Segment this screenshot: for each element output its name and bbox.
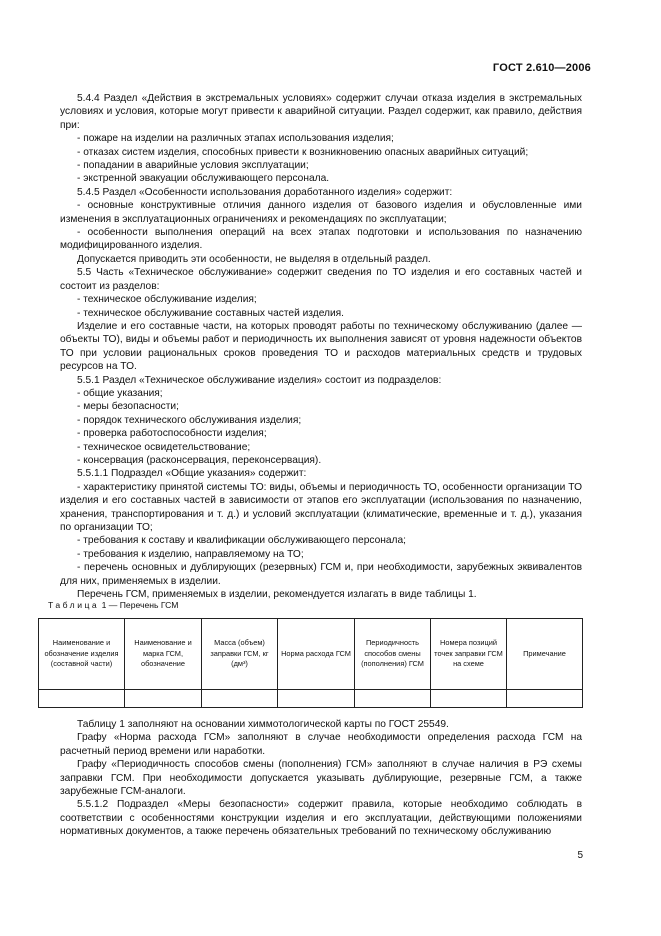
list-item: - особенности выполнения операций на всех этапах подготовки и использования по назначению модифицированного изделия.	[60, 227, 582, 252]
list-item: - техническое освидетельствование;	[77, 441, 251, 453]
paragraph: Графу «Норма расхода ГСМ» заполняют в случае необходимости определения расхода ГСМ на расчетный период времени или наработки.	[60, 732, 582, 757]
list-item: - техническое обслуживание изделия;	[77, 294, 257, 306]
list-item: - попадании в аварийные условия эксплуатации;	[77, 160, 309, 172]
list-item: - пожаре на изделии на различных этапах использования изделия;	[77, 133, 394, 145]
table-header-cell: Периодичность способов смены (пополнения) ГСМ	[355, 619, 431, 690]
gsm-table	[38, 618, 583, 708]
list-item: - техническое обслуживание составных частей изделия.	[77, 307, 345, 319]
page-number: 5	[577, 850, 583, 861]
table-cell	[39, 690, 125, 708]
table-header-cell: Номера позиций точек заправки ГСМ на схеме	[431, 619, 507, 690]
paragraph: Допускается приводить эти особенности, не выделяя в отдельный раздел.	[77, 253, 431, 265]
list-item: - отказах систем изделия, способных привести к возникновению опасных аварийных ситуаций;	[77, 146, 529, 158]
table-header-cell: Примечание	[507, 619, 583, 690]
list-item: - экстренной эвакуации обслуживающего персонала.	[77, 173, 330, 185]
list-item: - требования к составу и квалификации обслуживающего персонала;	[77, 535, 406, 547]
post-table-text-block	[60, 718, 582, 839]
paragraph: 5.5.1.1 Подраздел «Общие указания» содержит:	[77, 468, 307, 480]
table-header-row	[39, 619, 583, 690]
table-header-cell: Норма расхода ГСМ	[278, 619, 355, 690]
table-caption-rest: 1 — Перечень ГСМ	[101, 600, 179, 610]
list-item: - меры безопасности;	[77, 401, 179, 413]
table-cell	[507, 690, 583, 708]
table-cell	[431, 690, 507, 708]
paragraph: Перечень ГСМ, применяемых в изделии, рекомендуется излагать в виде таблицы 1.	[77, 589, 477, 601]
table-cell	[278, 690, 355, 708]
paragraph: Графу «Периодичность способов смены (пополнения) ГСМ» заполняют в случае наличия в РЭ схемы заправки ГСМ. При необходимости допускается указывать дублирующие, резервные ГСМ, а также зарубежные ГСМ-аналоги.	[60, 759, 582, 798]
list-item: - порядок технического обслуживания изделия;	[77, 414, 302, 426]
paragraph: 5.5 Часть «Техническое обслуживание» содержит сведения по ТО изделия и его составных частей и состоит из разделов:	[60, 267, 582, 292]
table-cell	[125, 690, 202, 708]
table-cell	[355, 690, 431, 708]
paragraph: 5.5.1.2 Подраздел «Меры безопасности» содержит правила, которые необходимо соблюдать в соответствии с особенностями конструкции изделия и его эксплуатации, действующими положениями нормативных документов, а также перечень обязательных требований по техническому обслуживанию	[60, 799, 582, 838]
list-item: - характеристику принятой системы ТО: виды, объемы и периодичность ТО, особенности организации ТО изделия и его составных частей в зависимости от этапов его эксплуатации (использования по назначению, хранения, транспортирования и т. д.) и условий эксплуатации (климатические, временные и т. д.), указания по организации ТО;	[60, 481, 582, 533]
paragraph: 5.5.1 Раздел «Техническое обслуживание изделия» состоит из подразделов:	[77, 374, 442, 386]
table-caption	[48, 600, 178, 610]
paragraph: 5.4.4 Раздел «Действия в экстремальных условиях» содержит случаи отказа изделия в экстремальных условиях и условия, которые могут привести к аварийной ситуации. Раздел содержит, как правило, действия при:	[60, 93, 582, 131]
list-item: - основные конструктивные отличия данного изделия от базового изделия и обусловленные ими изменения в эксплуатационных ограничениях и рекомендациях по эксплуатации;	[60, 200, 582, 225]
list-item: - общие указания;	[77, 387, 163, 399]
table-cell	[202, 690, 278, 708]
main-text-block	[60, 92, 582, 601]
table-header-cell: Наименование и марка ГСМ, обозначение	[125, 619, 202, 690]
standard-code-header: ГОСТ 2.610—2006	[492, 62, 591, 74]
table-header-cell: Масса (объем) заправки ГСМ, кг (дм³)	[202, 619, 278, 690]
list-item: - консервация (расконсервация, переконсервация).	[77, 454, 322, 466]
table-caption-word: Таблица	[48, 600, 100, 610]
paragraph: 5.4.5 Раздел «Особенности использования доработанного изделия» содержит:	[77, 186, 453, 198]
paragraph: Таблицу 1 заполняют на основании химмотологической карты по ГОСТ 25549.	[77, 719, 449, 730]
paragraph: Изделие и его составные части, на которых проводят работы по техническому обслуживанию (далее — объекты ТО), виды и объемы работ и периодичность их выполнения зависят от уровня надежности объектов ТО при условии рациональных сроков проведения ТО и расходов материальных средств и трудовых ресурсов на ТО.	[60, 320, 582, 373]
list-item: - проверка работоспособности изделия;	[77, 428, 267, 440]
table-header-cell: Наименование и обозначение изделия (составной части)	[39, 619, 125, 690]
table-row	[39, 690, 583, 708]
list-item: - перечень основных и дублирующих (резервных) ГСМ и, при необходимости, зарубежных эквивалентов для них, применяемых в изделии.	[60, 562, 582, 587]
list-item: - требования к изделию, направляемому на ТО;	[77, 548, 304, 560]
